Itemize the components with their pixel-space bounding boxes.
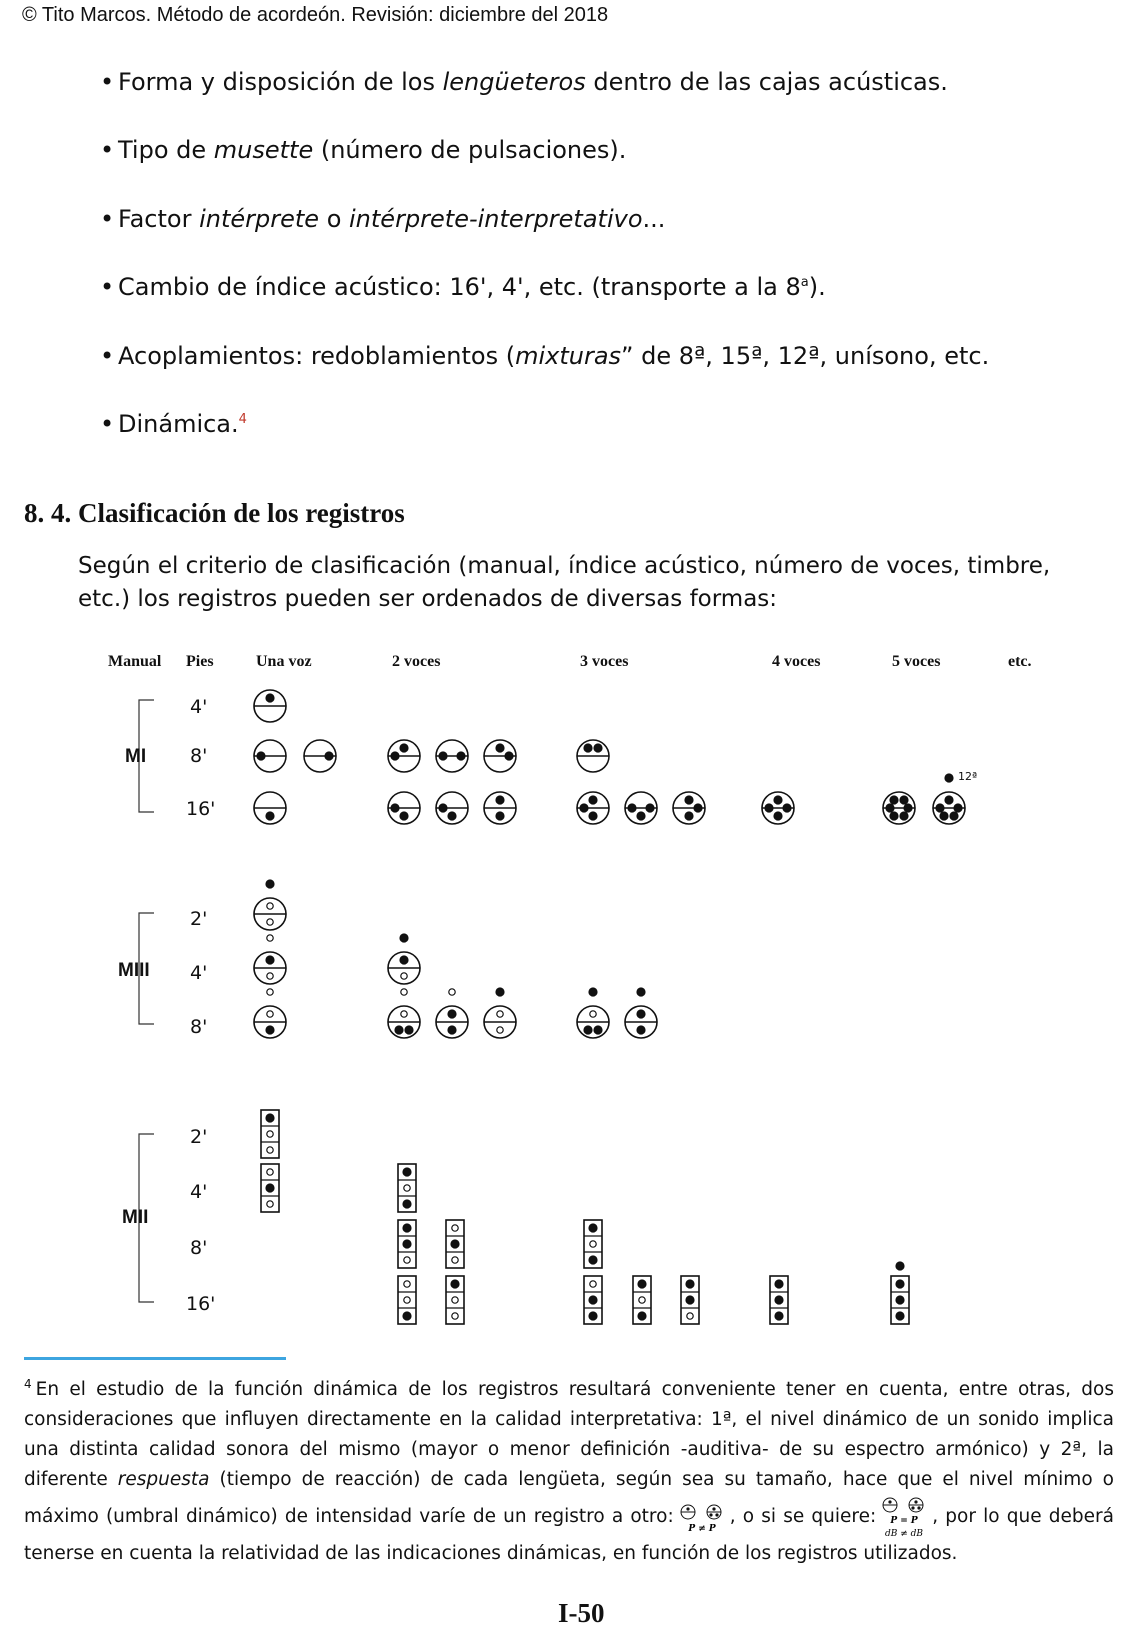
register-symbol-icon bbox=[261, 1110, 279, 1158]
page-number: I-50 bbox=[558, 1598, 605, 1628]
register-symbol-icon bbox=[398, 1164, 416, 1212]
pies-label: 4' bbox=[190, 1181, 208, 1203]
register-symbol-icon bbox=[584, 1220, 602, 1268]
register-symbol-icon bbox=[388, 989, 420, 1038]
col-5-voces: 5 voces bbox=[892, 653, 941, 670]
register-symbol-icon bbox=[304, 740, 336, 772]
register-symbol-icon bbox=[484, 988, 516, 1038]
register-symbol-icon bbox=[398, 1276, 416, 1324]
register-symbol-icon bbox=[398, 1220, 416, 1268]
bullet-item: • Cambio de índice acústico: 16', 4', etc. (transporte a la 8$^a$). bbox=[100, 273, 826, 301]
register-symbol-icon bbox=[577, 988, 609, 1038]
register-symbol-icon bbox=[484, 792, 516, 824]
pies-label: 8' bbox=[190, 745, 208, 767]
footnote-ref: 4 bbox=[238, 412, 247, 427]
register-symbol-icon bbox=[254, 740, 286, 772]
register-symbol-icon bbox=[446, 1220, 464, 1268]
col-manual: Manual bbox=[108, 653, 162, 670]
register-symbol-icon bbox=[625, 988, 657, 1038]
bullet-item: • Forma y disposición de los lengüeteros dentro de las cajas acústicas. bbox=[100, 68, 948, 96]
pies-label: 4' bbox=[190, 696, 208, 718]
bullet-item: • Acoplamientos: redoblamientos (mixturas” de 8ª, 15ª, 12ª, unísono, etc. bbox=[100, 342, 990, 370]
dynamics-symbol-icon bbox=[674, 1500, 730, 1534]
col-etc: etc. bbox=[1008, 653, 1032, 670]
register-symbol-icon bbox=[762, 792, 794, 824]
register-figure bbox=[0, 640, 1136, 1340]
register-symbol-icon bbox=[388, 934, 420, 984]
register-symbol-icon bbox=[625, 792, 657, 824]
register-symbol-icon bbox=[584, 1276, 602, 1324]
section-title: 8. 4. Clasificación de los registros bbox=[24, 498, 405, 528]
register-symbol-icon bbox=[891, 1276, 909, 1324]
register-symbol-icon bbox=[681, 1276, 699, 1324]
col-2-voces: 2 voces bbox=[392, 653, 441, 670]
register-symbol-icon bbox=[436, 792, 468, 824]
note-12a: 12ª bbox=[958, 770, 978, 783]
footnote-divider bbox=[24, 1357, 286, 1360]
bullet-item: • Factor intérprete o intérprete-interpretativo... bbox=[100, 205, 666, 233]
pies-label: 16' bbox=[186, 1293, 216, 1315]
bullet-item: • Dinámica.$^4$ bbox=[100, 410, 247, 438]
register-symbol-icon bbox=[254, 792, 286, 824]
pies-label: 8' bbox=[190, 1016, 208, 1038]
manual-label: MIII bbox=[118, 960, 150, 981]
col-pies: Pies bbox=[186, 653, 214, 670]
svg-text:dB ≠ dB: dB ≠ dB bbox=[885, 1529, 924, 1539]
pies-label: 8' bbox=[190, 1237, 208, 1259]
col-4-voces: 4 voces bbox=[772, 653, 821, 670]
dynamics-symbol-icon bbox=[876, 1495, 932, 1539]
register-symbol-icon bbox=[254, 989, 286, 1038]
manual-label: MII bbox=[122, 1207, 149, 1228]
pies-label: 2' bbox=[190, 908, 208, 930]
pies-label: 4' bbox=[190, 962, 208, 984]
register-symbol-icon bbox=[254, 690, 286, 722]
register-symbol-icon bbox=[577, 792, 609, 824]
svg-text:P = P: P = P bbox=[890, 1516, 918, 1526]
register-symbol-icon bbox=[388, 740, 420, 772]
section-paragraph: Según el criterio de clasificación (manual, índice acústico, número de voces, timbre, etc.) los registros pueden ser ordenados de diversas formas: bbox=[78, 553, 1051, 612]
register-symbol-icon bbox=[484, 740, 516, 772]
register-symbol-icon bbox=[446, 1276, 464, 1324]
footnote: $^4$ En el estudio de la función dinámica de los registros resultará conveniente tener en cuenta, entre otras, dos consideraciones que influyen directamente en la calidad interpretativa: 1ª, el nivel dinámico de un sonido implica una distinta calidad sonora del mismo (mayor o menor definición -auditiva- de su espectro armónico) y 2ª, la diferente respuesta (tiempo de reacción) de cada lengüeta, según sea su tamaño, hace que el nivel mínimo o máximo (umbral dinámico) de intensidad varíe de un registro a otro: P ≠ P , o si se quiere: P = P dB ≠ dB , por lo que deberá tenerse en cuenta la relatividad de las indicaciones dinámicas, en función de los registros utilizados. bbox=[24, 1376, 1115, 1564]
page-header: © Tito Marcos. Método de acordeón. Revisión: diciembre del 2018 bbox=[22, 4, 609, 26]
register-symbol-icon bbox=[633, 1276, 651, 1324]
register-symbol-icon bbox=[436, 740, 468, 772]
register-symbol-icon bbox=[883, 792, 915, 824]
register-symbol-icon bbox=[254, 880, 286, 930]
register-symbol-icon bbox=[388, 792, 420, 824]
col-una-voz: Una voz bbox=[256, 653, 312, 670]
register-symbol-icon bbox=[261, 1164, 279, 1212]
register-symbol-icon bbox=[577, 740, 609, 772]
pies-label: 16' bbox=[186, 798, 216, 820]
svg-text:P ≠ P: P ≠ P bbox=[688, 1524, 716, 1534]
register-symbol-icon bbox=[770, 1276, 788, 1324]
register-symbol-icon bbox=[673, 792, 705, 824]
col-3-voces: 3 voces bbox=[580, 653, 629, 670]
manual-label: MI bbox=[125, 746, 147, 767]
bullet-item: • Tipo de musette (número de pulsaciones). bbox=[100, 136, 627, 164]
pies-label: 2' bbox=[190, 1126, 208, 1148]
register-symbol-icon bbox=[436, 989, 468, 1038]
register-symbol-icon bbox=[254, 935, 286, 984]
